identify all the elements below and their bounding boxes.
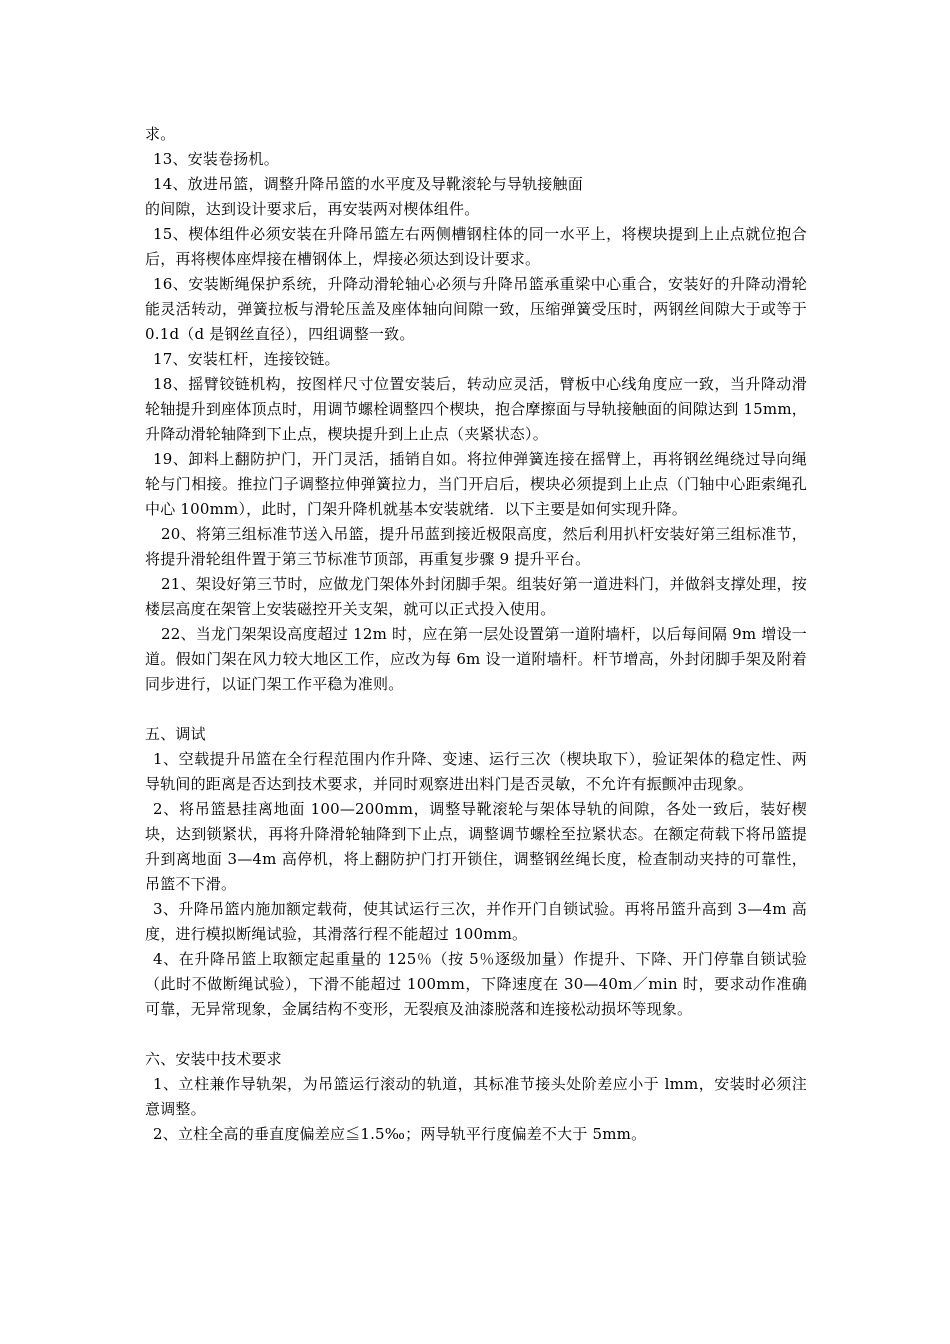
paragraph-step-13: 13、安装卷扬机。 xyxy=(153,150,279,168)
section-6-item-1: 1、立柱兼作导轨架，为吊篮运行滚动的轨道，其标准节接头处阶差应小于 lmm，安装时必须注意调整。 xyxy=(145,1075,807,1118)
paragraph-step-16: 16、安装断绳保护系统，升降动滑轮轴心必须与升降吊篮承重梁中心重合，安装好的升降动滑轮能灵活转动，弹簧拉板与滑轮压盖及座体轴向间隙一致，压缩弹簧受压时，两钢丝间隙大于或等于 0.1d（d 是钢丝直径），四组调整一致。 xyxy=(145,275,807,343)
paragraph-step-17: 17、安装杠杆，连接铰链。 xyxy=(153,350,340,368)
section-5-item-1: 1、空载提升吊篮在全行程范围内作升降、变速、运行三次（楔块取下），验证架体的稳定性、两导轨间的距离是否达到技术要求，并同时观察进出料门是否灵敏，不允许有振颤冲击现象。 xyxy=(145,750,807,793)
section-6-heading: 六、安装中技术要求 xyxy=(145,1050,282,1068)
section-spacer xyxy=(145,1022,807,1047)
paragraph-step-14: 14、放进吊篮，调整升降吊篮的水平度及导靴滚轮与导轨接触面 xyxy=(153,175,583,193)
paragraph-step-18: 18、摇臂铰链机构，按图样尺寸位置安装后，转动应灵活，臂板中心线角度应一致，当升降动滑轮轴提升到座体顶点时，用调节螺栓调整四个楔块，抱合摩擦面与导轨接触面的间隙达到 15mm，升降动滑轮轴降到下止点，楔块提升到上止点（夹紧状态）。 xyxy=(145,375,807,443)
paragraph-step-14-continued: 的间隙，达到设计要求后，再安装两对楔体组件。 xyxy=(145,200,480,218)
section-spacer xyxy=(145,697,807,722)
section-6-item-2: 2、立柱全高的垂直度偏差应≦1.5‰；两导轨平行度偏差不大于 5mm。 xyxy=(153,1125,647,1143)
paragraph-step-20: 20、将第三组标准节送入吊篮，提升吊蓝到接近极限高度，然后利用扒杆安装好第三组标准节，将提升滑轮组件置于第三节标准节顶部，再重复步骤 9 提升平台。 xyxy=(145,525,807,568)
section-5-item-2: 2、将吊篮悬挂离地面 100—200mm，调整导靴滚轮与架体导轨的间隙，各处一致后，装好楔块，达到锁紧状，再将升降滑轮轴降到下止点，调整调节螺栓至拉紧状态。在额定荷载下将吊篮提升到离地面 3—4m 高停机，将上翻防护门打开锁住，调整钢丝绳长度，检查制动夹持的可靠性，吊篮不下滑。 xyxy=(145,800,807,893)
document-body xyxy=(145,122,807,1147)
paragraph-step-21: 21、架设好第三节时，应做龙门架体外封闭脚手架。组装好第一道进料门，并做斜支撑处理，按楼层高度在架管上安装磁控开关支架，就可以正式投入使用。 xyxy=(145,575,807,618)
paragraph-step-15: 15、楔体组件必须安装在升降吊篮左右两侧槽钢柱体的同一水平上，将楔块提到上止点就位抱合后，再将楔体座焊接在槽钢体上，焊接必须达到设计要求。 xyxy=(145,225,807,268)
paragraph-step-19: 19、卸料上翻防护门，开门灵活，插销自如。将拉伸弹簧连接在摇臂上，再将钢丝绳绕过导向绳轮与门相接。推拉门子调整拉伸弹簧拉力，当门开启后，楔块必须提到上止点（门轴中心距索绳孔中心 100mm），此时，门架升降机就基本安装就绪．以下主要是如何实现升降。 xyxy=(145,450,807,518)
section-5-heading: 五、调试 xyxy=(145,725,206,743)
paragraph-continuation: 求。 xyxy=(145,125,176,143)
section-5-item-3: 3、升降吊篮内施加额定载荷，使其试运行三次，并作开门自锁试验。再将吊篮升高到 3—4m 高度，进行模拟断绳试验，其滑落行程不能超过 100mm。 xyxy=(145,900,807,943)
paragraph-step-22: 22、当龙门架架设高度超过 12m 时，应在第一层处设置第一道附墙杆，以后每间隔 9m 增设一道。假如门架在风力较大地区工作，应改为每 6m 设一道附墙杆。杆节增高，外封闭脚手架及附着同步进行，以证门架工作平稳为准则。 xyxy=(145,625,807,693)
section-5-item-4: 4、在升降吊篮上取额定起重量的 125％（按 5％逐级加量）作提升、下降、开门停靠自锁试验（此时不做断绳试验），下滑不能超过 100mm，下降速度在 30—40m／min 时，要求动作准确可靠，无异常现象，金属结构不变形，无裂痕及油漆脱落和连接松动损坏等现象。 xyxy=(145,950,807,1018)
